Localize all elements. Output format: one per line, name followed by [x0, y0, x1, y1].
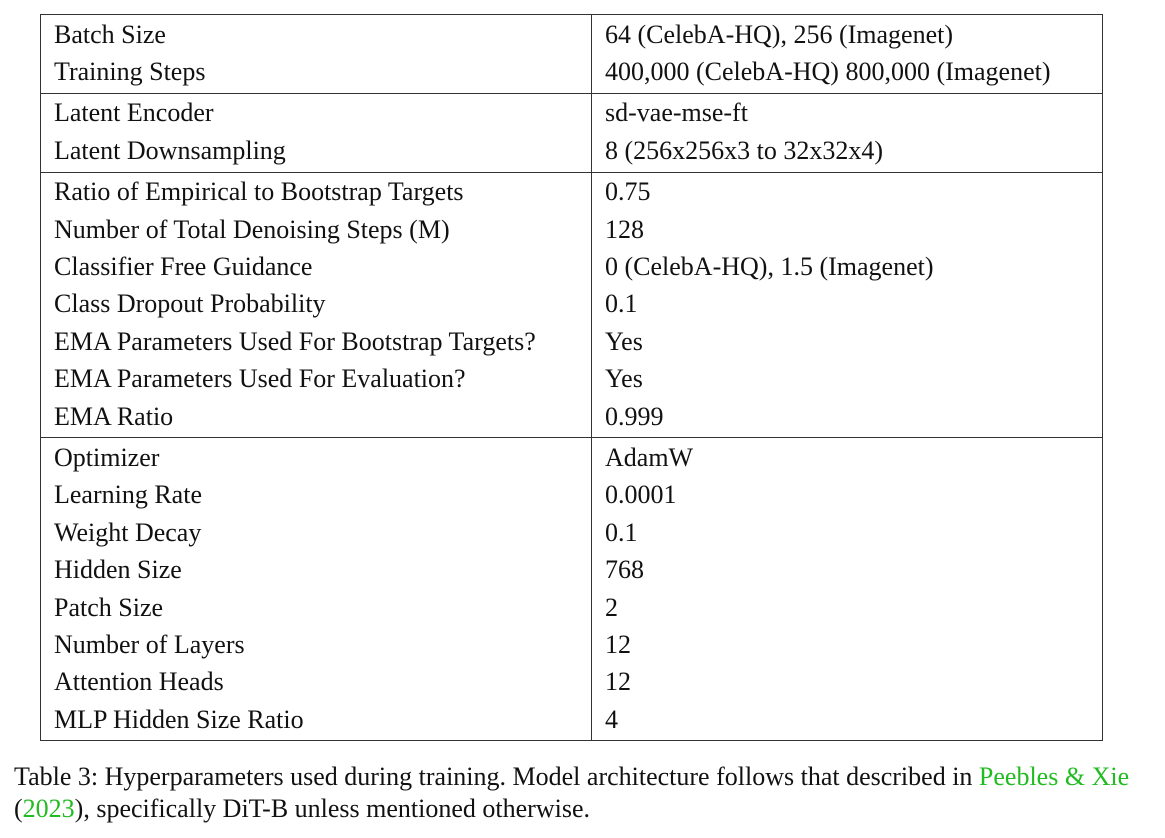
parameter-name-cell: Attention Heads — [54, 667, 224, 697]
citation-authors-link[interactable]: Peebles & Xie — [978, 762, 1130, 791]
table-row — [41, 626, 1102, 663]
parameter-value-cell: sd-vae-mse-ft — [605, 98, 748, 128]
table-row — [41, 551, 1102, 588]
parameter-name-cell: Class Dropout Probability — [54, 289, 326, 319]
caption-prefix: Table 3: Hyperparameters used during training. Model architecture follows that described in — [14, 762, 979, 791]
table-row — [41, 248, 1102, 285]
caption-open-paren: ( — [14, 794, 23, 823]
parameter-name-cell: Weight Decay — [54, 517, 202, 547]
parameter-name-cell: Learning Rate — [54, 480, 202, 510]
parameter-name-cell: Ratio of Empirical to Bootstrap Targets — [54, 177, 464, 207]
table-caption — [14, 761, 1154, 825]
table-row — [41, 95, 1102, 132]
parameter-name-cell: Hidden Size — [54, 555, 182, 585]
table-row — [41, 477, 1102, 514]
table-row — [41, 53, 1102, 90]
parameter-name-cell: Number of Layers — [54, 629, 245, 659]
parameter-name-cell: Number of Total Denoising Steps (M) — [54, 214, 450, 244]
parameter-value-cell: 64 (CelebA-HQ), 256 (Imagenet) — [605, 19, 953, 49]
table-row — [41, 132, 1102, 169]
table-group — [41, 172, 1102, 438]
parameter-name-cell: Training Steps — [54, 57, 206, 87]
parameter-value-cell: 0.1 — [605, 289, 638, 319]
parameter-name-cell: Latent Downsampling — [54, 135, 286, 165]
table-group — [41, 93, 1102, 172]
parameter-value-cell: 2 — [605, 592, 618, 622]
parameter-name-cell: Classifier Free Guidance — [54, 252, 313, 282]
parameter-value-cell: 0.999 — [605, 401, 664, 431]
parameter-name-cell: EMA Ratio — [54, 401, 174, 431]
table-body — [41, 15, 1102, 740]
parameter-value-cell: 0 (CelebA-HQ), 1.5 (Imagenet) — [605, 252, 934, 282]
parameter-name-cell: EMA Parameters Used For Evaluation? — [54, 364, 466, 394]
parameter-name-cell: Latent Encoder — [54, 98, 214, 128]
table-row — [41, 589, 1102, 626]
parameter-name-cell: Patch Size — [54, 592, 164, 622]
caption-suffix: ), specifically DiT-B unless mentioned otherwise. — [74, 794, 590, 823]
table-row — [41, 361, 1102, 398]
parameter-value-cell: Yes — [605, 364, 643, 394]
parameter-value-cell: 768 — [605, 555, 644, 585]
parameter-name-cell: Optimizer — [54, 442, 160, 472]
table-row — [41, 701, 1102, 738]
parameter-value-cell: 12 — [605, 629, 631, 659]
parameter-value-cell: 4 — [605, 704, 618, 734]
parameter-name-cell: EMA Parameters Used For Bootstrap Targets? — [54, 326, 536, 356]
citation-year-link[interactable]: 2023 — [22, 794, 75, 823]
parameter-value-cell: 400,000 (CelebA-HQ) 800,000 (Imagenet) — [605, 57, 1051, 87]
hyperparameter-table — [40, 14, 1103, 741]
parameter-value-cell: AdamW — [605, 442, 694, 472]
parameter-name-cell: Batch Size — [54, 19, 166, 49]
parameter-value-cell: 128 — [605, 214, 644, 244]
table-group — [41, 437, 1102, 740]
parameter-value-cell: Yes — [605, 326, 643, 356]
parameter-name-cell: MLP Hidden Size Ratio — [54, 704, 304, 734]
table-row — [41, 664, 1102, 701]
column-divider — [591, 15, 592, 740]
table-row — [41, 286, 1102, 323]
table-row — [41, 439, 1102, 476]
table-row — [41, 514, 1102, 551]
table-row — [41, 211, 1102, 248]
table-group — [41, 15, 1102, 93]
table-row — [41, 174, 1102, 211]
parameter-value-cell: 12 — [605, 667, 631, 697]
parameter-value-cell: 0.75 — [605, 177, 651, 207]
table-row — [41, 16, 1102, 53]
table-row — [41, 323, 1102, 360]
table-row — [41, 398, 1102, 435]
parameter-value-cell: 0.0001 — [605, 480, 677, 510]
parameter-value-cell: 8 (256x256x3 to 32x32x4) — [605, 135, 884, 165]
parameter-value-cell: 0.1 — [605, 517, 638, 547]
